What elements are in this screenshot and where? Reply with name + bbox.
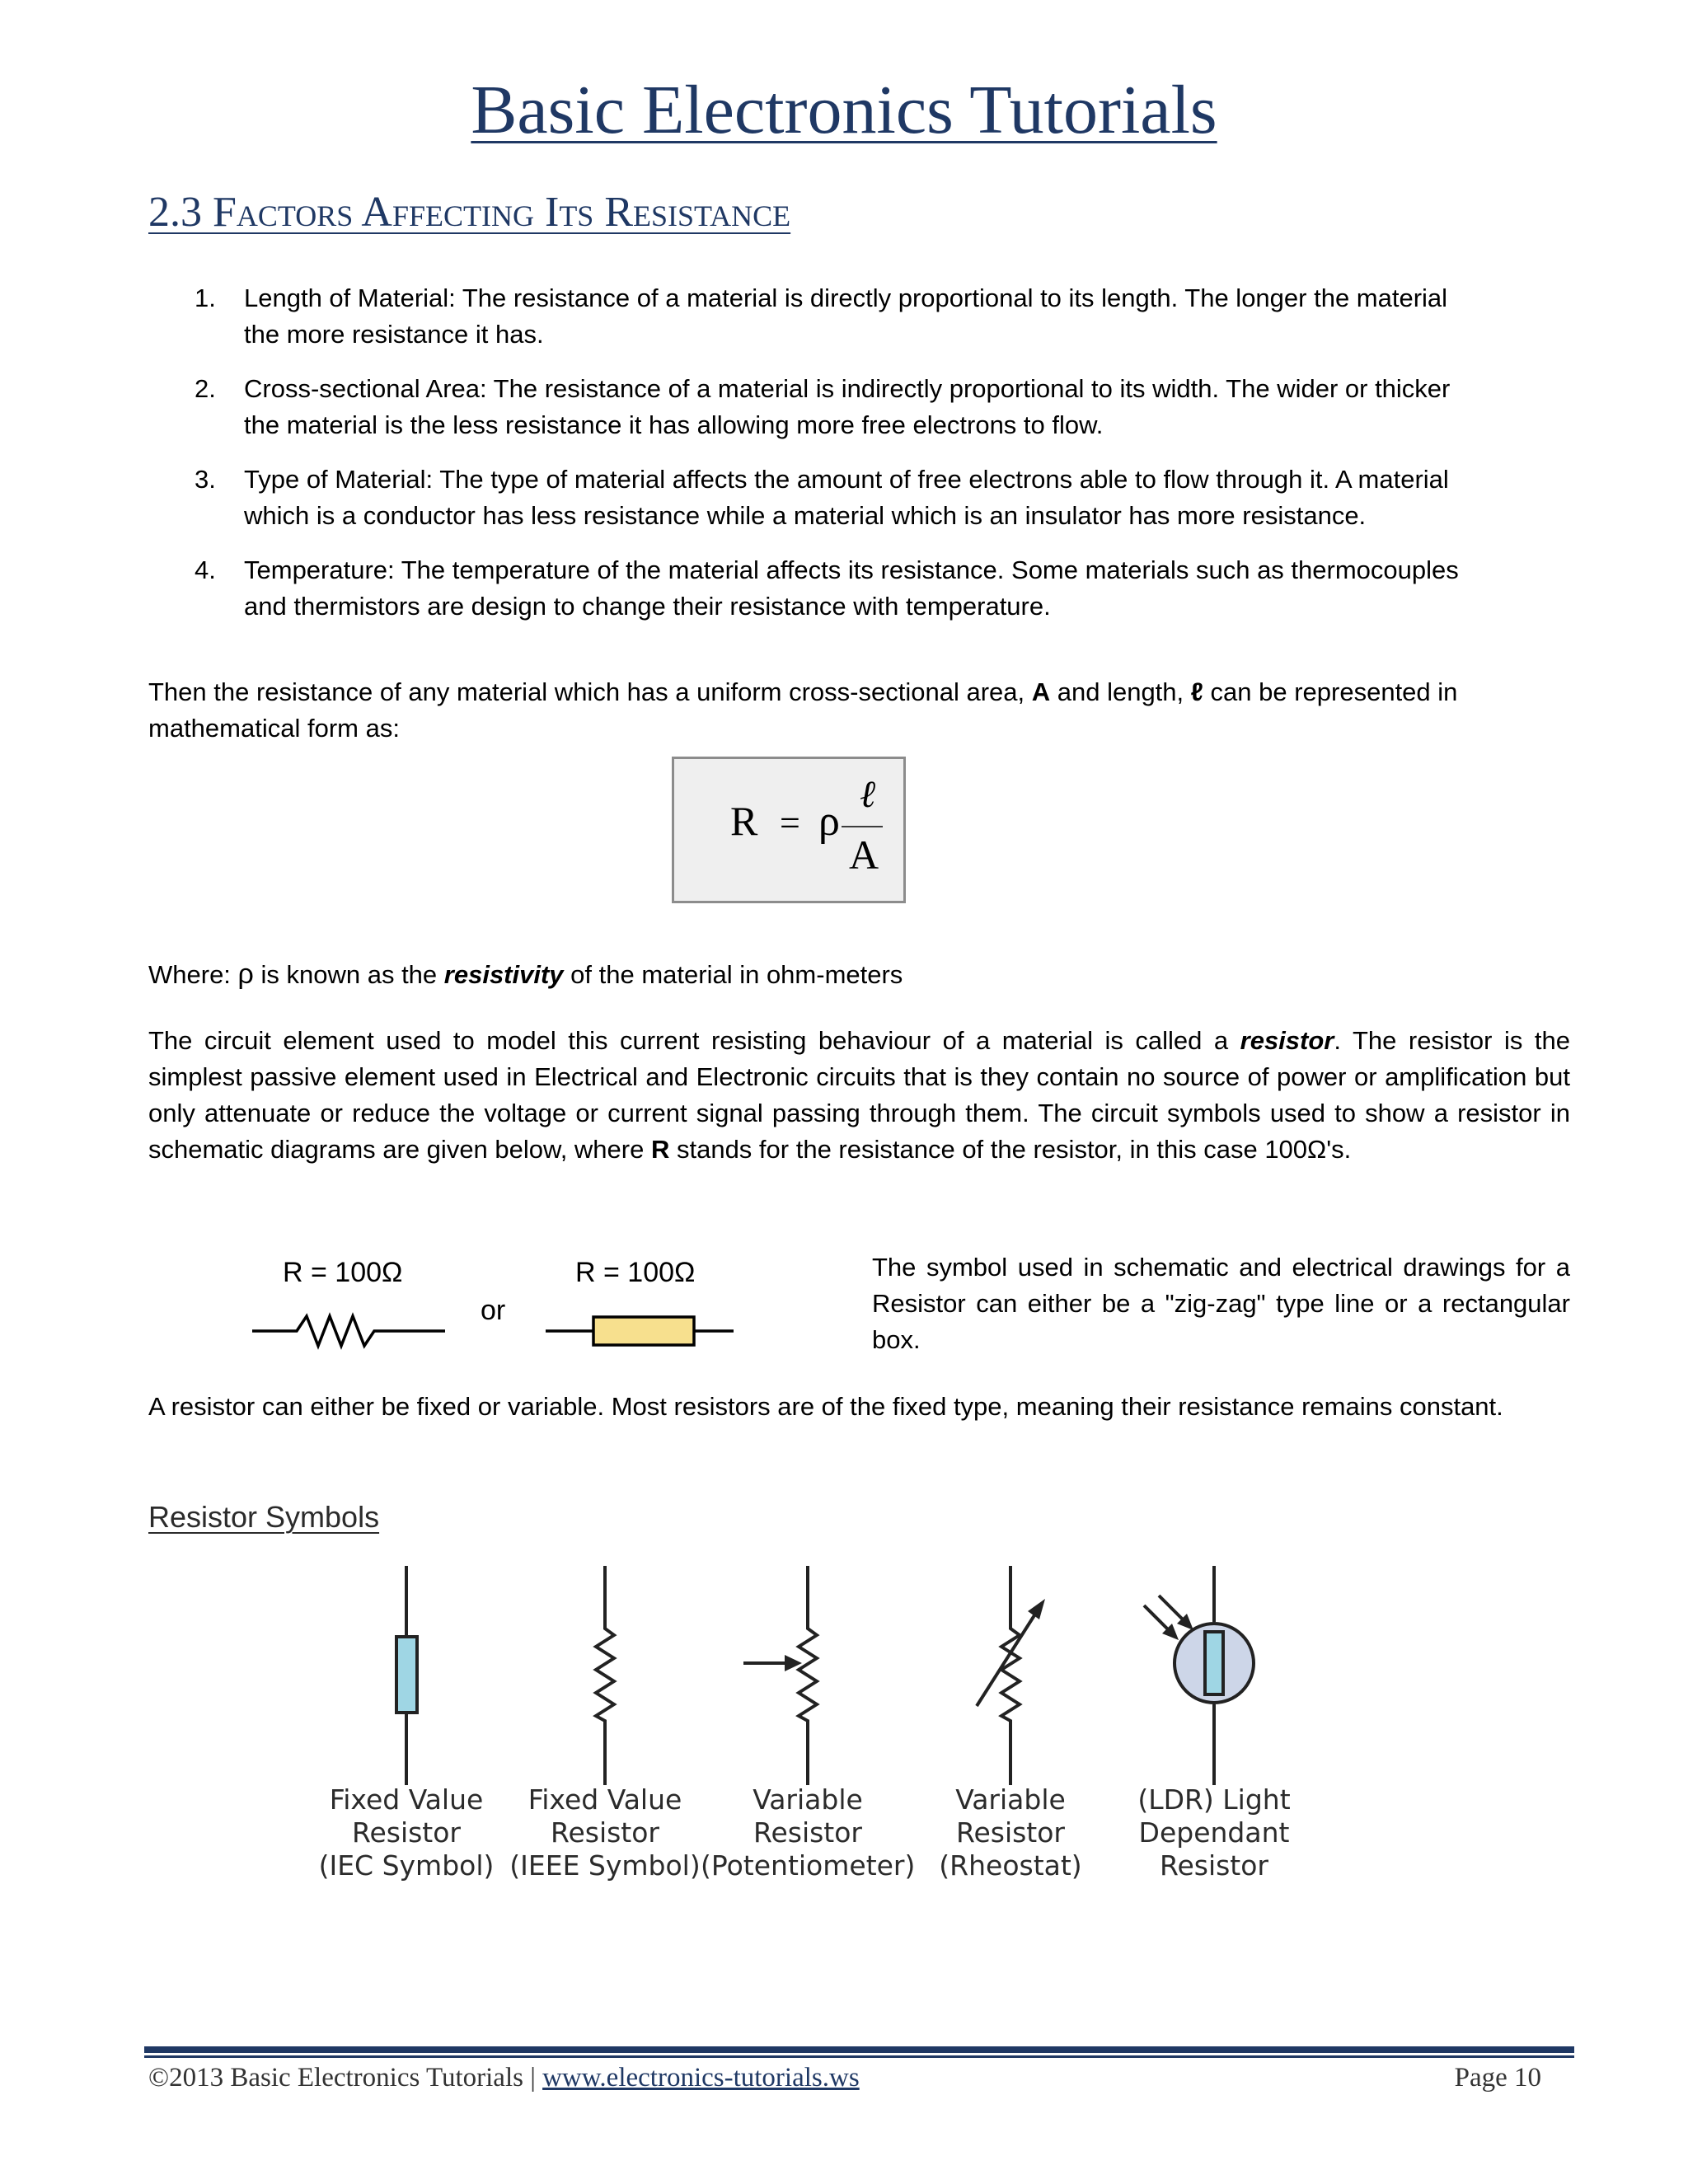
rheostat-label: Variable Resistor (Rheostat)	[939, 1783, 1082, 1882]
iec-resistor-label: Fixed Value Resistor (IEC Symbol)	[318, 1783, 495, 1882]
or-label: or	[481, 1295, 506, 1326]
formula-equals: =	[780, 803, 800, 843]
resistance-formula	[672, 757, 906, 903]
ieee-resistor-symbol	[596, 1566, 614, 1785]
formula-rho: ρ	[818, 798, 840, 845]
list-item: 1. Length of Material: The resistance of a material is directly proportional to its length. The longer the material the more resistance it has.	[195, 284, 1448, 349]
iec-resistor-symbol	[396, 1566, 417, 1785]
ldr-label: (LDR) Light Dependant Resistor	[1137, 1783, 1291, 1882]
formula-lhs: R	[730, 798, 758, 844]
footer-divider-thin	[144, 2055, 1574, 2058]
footer-website-link[interactable]: www.electronics-tutorials.ws	[542, 2063, 860, 2093]
symbol-caption: The symbol used in schematic and electrical drawings for a Resistor can either be a "zig-zag" type line or a rectangular box.	[872, 1253, 1570, 1354]
page-footer: ©2013 Basic Electronics Tutorials | www.electronics-tutorials.ws Page 10	[148, 2063, 1541, 2093]
section-heading: 2.3 Factors Affecting Its Resistance	[148, 189, 791, 236]
footer-divider	[144, 2046, 1574, 2053]
potentiometer-symbol	[743, 1566, 817, 1785]
rheostat-symbol	[977, 1566, 1045, 1785]
fixed-variable-paragraph: A resistor can either be fixed or variable. Most resistors are of the fixed type, meaning their resistance remains constant.	[148, 1392, 1503, 1421]
ldr-symbol	[1144, 1566, 1254, 1785]
list-item: 4. Temperature: The temperature of the material affects its resistance. Some materials such as thermocouples and thermistors are design to change their resistance with temperature.	[195, 555, 1459, 621]
potentiometer-label: Variable Resistor (Potentiometer)	[701, 1783, 916, 1882]
zigzag-resistor-symbol	[252, 1316, 445, 1346]
resistor-symbols-diagram	[313, 1564, 1302, 1787]
list-item: 2. Cross-sectional Area: The resistance of a material is indirectly proportional to its width. The wider or thicker the material is the less resistance it has allowing more free electrons to flow.	[195, 374, 1451, 439]
resistor-example-symbols	[239, 1249, 767, 1356]
box-resistor-symbol	[593, 1317, 694, 1345]
footer-copyright: ©2013 Basic Electronics Tutorials	[148, 2063, 523, 2093]
intro-paragraph: Then the resistance of any material which has a uniform cross-sectional area, A and length, ℓ can be represented in mathematical form as:	[148, 677, 1458, 743]
factors-list	[148, 280, 1566, 643]
box-resistor-label: R = 100Ω	[575, 1257, 696, 1288]
formula-numerator: ℓ	[860, 773, 876, 815]
resistor-paragraph: The circuit element used to model this current resisting behaviour of a material is called a resistor. The resistor is the simplest passive element used in Electrical and Electronic circuits that is they contain no source of power or amplification but only attenuate or reduce the voltage or current signal passing through them. The circuit symbols used to show a resistor in schematic diagrams are given below, where R stands for the resistance of the resistor, in this case 100Ω's.	[148, 1026, 1570, 1164]
resistivity-definition: Where: ρ is known as the resistivity of the material in ohm-meters	[148, 958, 903, 990]
list-item: 3. Type of Material: The type of material affects the amount of free electrons able to flow through it. A material which is a conductor has less resistance while a material which is an insulator has more resistance.	[195, 465, 1449, 530]
page-title: Basic Electronics Tutorials	[471, 72, 1217, 148]
page-number: Page 10	[1454, 2063, 1541, 2093]
formula-denominator: A	[849, 832, 879, 878]
ieee-resistor-label: Fixed Value Resistor (IEEE Symbol)	[509, 1783, 701, 1882]
resistor-symbols-heading: Resistor Symbols	[148, 1500, 380, 1534]
zigzag-resistor-label: R = 100Ω	[283, 1257, 403, 1288]
